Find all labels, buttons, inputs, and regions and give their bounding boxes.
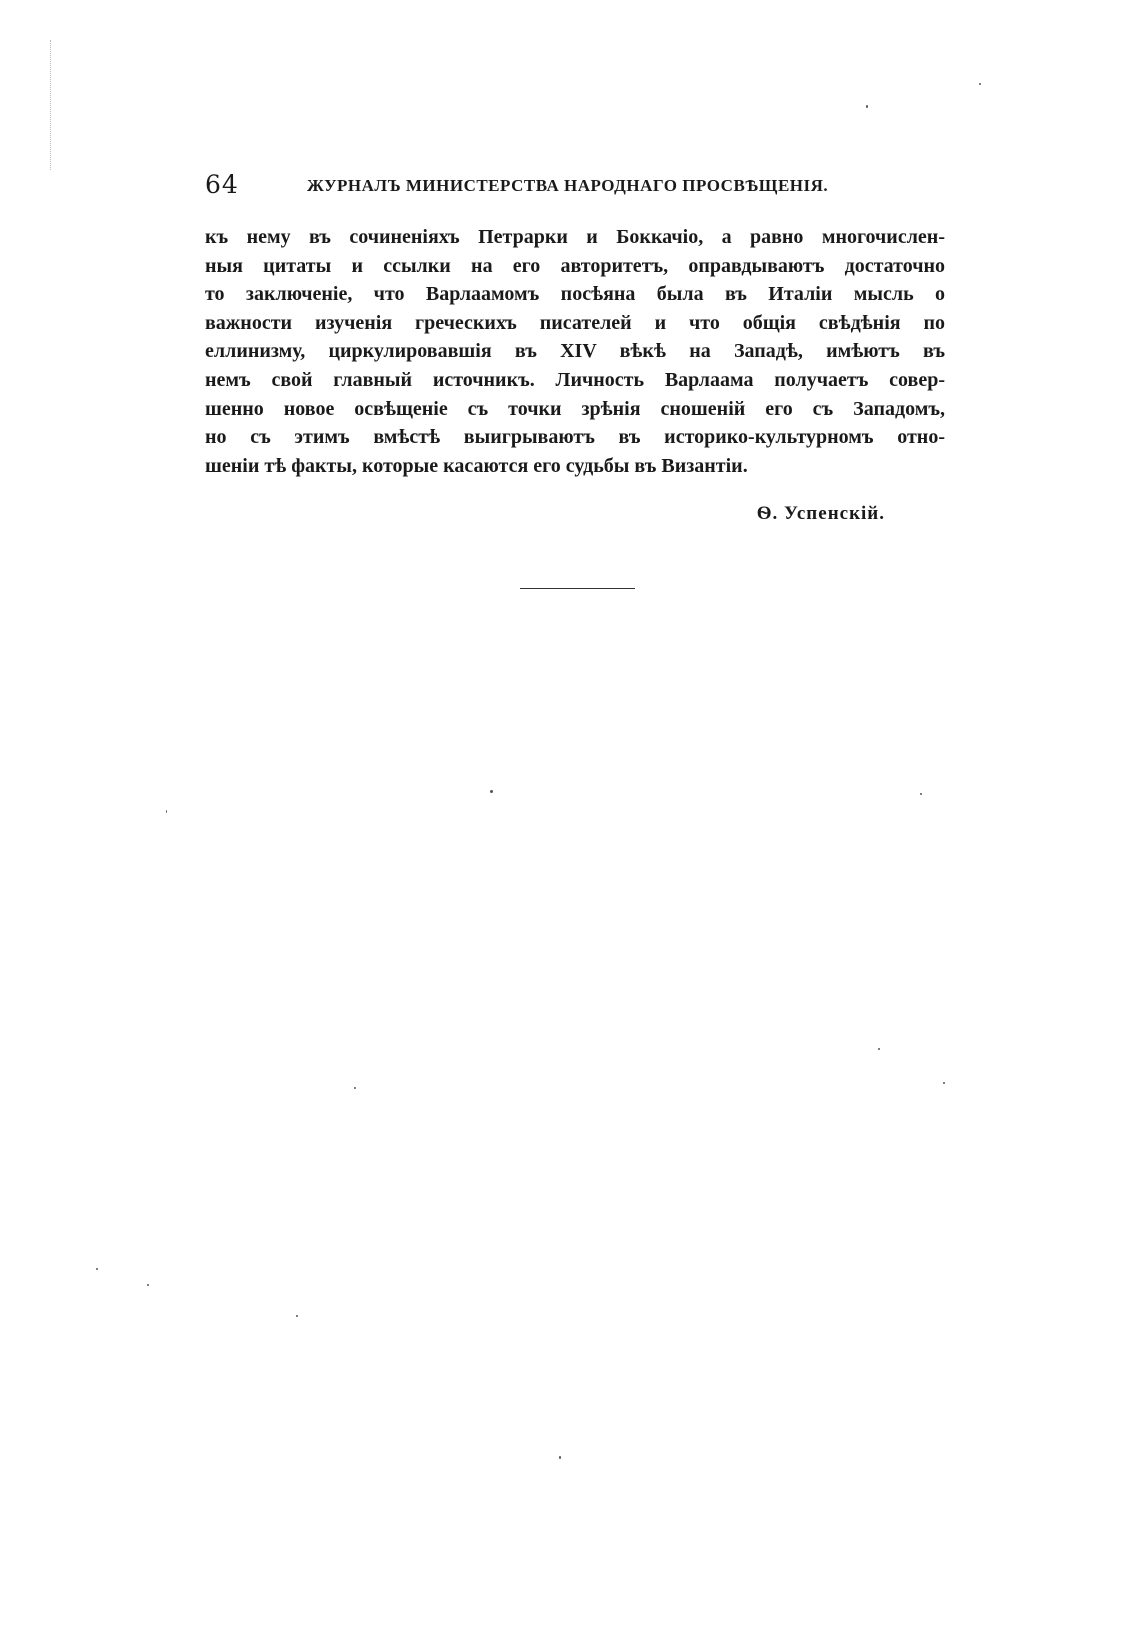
- scan-speck: [920, 793, 922, 795]
- text-line: къ нему въ сочиненіяхъ Петрарки и Боккачіо, а равно многочислен-: [205, 226, 945, 248]
- text-line: еллинизму, циркулировавшія въ XIV вѣкѣ на Западѣ, имѣютъ въ: [205, 340, 945, 363]
- end-rule: [520, 588, 635, 589]
- scan-speck: [559, 1456, 561, 1459]
- text-line: то заключеніе, что Варлаамомъ посѣяна была въ Италіи мысль о: [205, 283, 945, 306]
- scan-speck: [866, 105, 868, 108]
- scan-speck: [96, 1268, 98, 1270]
- scan-speck: [296, 1315, 298, 1317]
- journal-title: ЖУРНАЛЪ МИНИСТЕРСТВА НАРОДНАГО ПРОСВѢЩЕНІЯ.: [307, 176, 829, 195]
- text-line: важности изученія греческихъ писателей и что общія свѣдѣнія по: [205, 311, 945, 334]
- body-paragraph: [205, 223, 945, 480]
- text-line: но съ этимъ вмѣстѣ выигрываютъ въ историко-культурномъ отно-: [205, 426, 945, 449]
- page-number: 64: [205, 170, 239, 199]
- scan-speck: [878, 1048, 880, 1050]
- text-line: немъ свой главный источникъ. Личность Варлаама получаетъ совер-: [205, 368, 945, 391]
- text-line: ныя цитаты и ссылки на его авторитетъ, оправдываютъ достаточно: [205, 254, 945, 277]
- scan-speck: [979, 83, 981, 85]
- text-line: шеніи тѣ факты, которые касаются его судьбы въ Византіи.: [205, 454, 748, 477]
- scan-speck: [166, 810, 167, 813]
- scan-speck: [490, 790, 493, 793]
- scan-speck: [147, 1284, 149, 1286]
- running-head: [205, 170, 895, 200]
- scan-speck: [354, 1087, 356, 1089]
- author-signature: Ѳ. Успенскій.: [756, 503, 885, 524]
- text-line: шенно новое освѣщеніе съ точки зрѣнія сношеній его съ Западомъ,: [205, 397, 945, 420]
- scan-speck: [943, 1082, 945, 1084]
- scan-margin-marks: [50, 40, 53, 170]
